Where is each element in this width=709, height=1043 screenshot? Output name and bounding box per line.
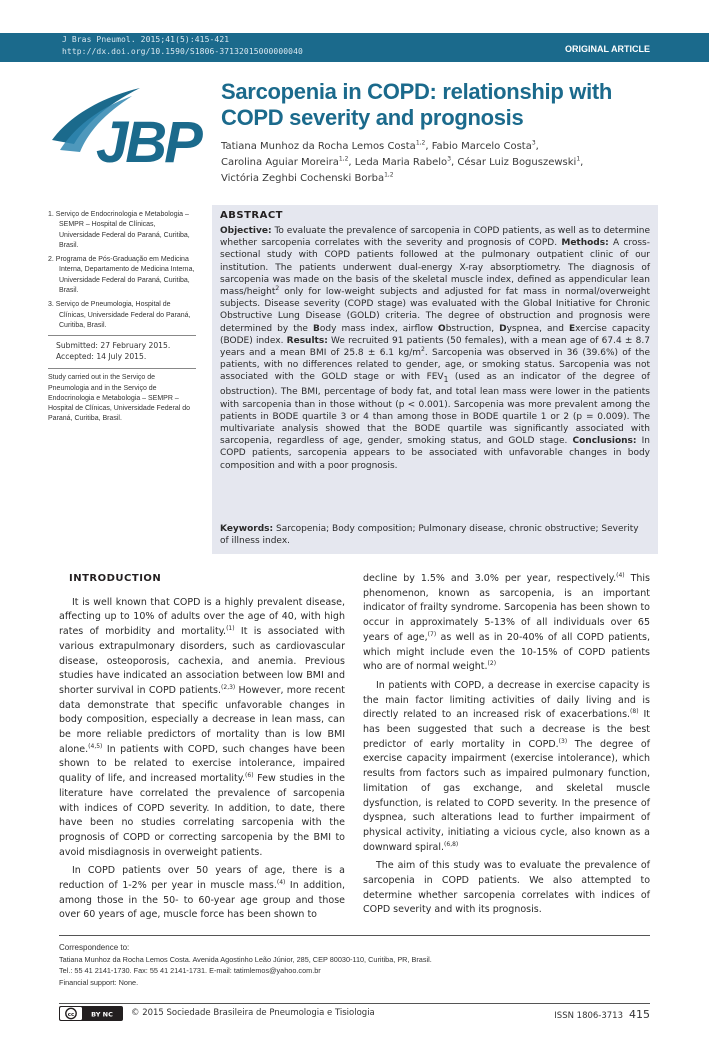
author: Victória Zeghbi Cochenski Borba$^{1,2}$ [221, 171, 394, 184]
abstract-box [212, 205, 658, 554]
keywords-label: Keywords: [220, 524, 274, 534]
article-title: Sarcopenia in COPD: relationship with COPD severity and prognosis [221, 79, 613, 130]
author: César Luiz Boguszewski$^1$, [457, 155, 584, 168]
paragraph: The aim of this study was to evaluate the prevalence of sarcopenia in COPD patients. We also attempted to determine whether sarcopenia correlates with indices of COPD severity and with its prognosis. [363, 860, 650, 916]
abstract-body: Objective: To evaluate the prevalence of sarcopenia in COPD patients, as well as to determine whether sarcopenia correlates with the severity and prognosis of COPD. Methods: A cross-sectional study with COPD patients followed at the pulmonary outpatient clinic of our institution. The patients underwent dual-energy X-ray absorptiometry. The diagnosis of sarcopenia was made on the basis of the skeletal muscle index, defined as appendicular lean mass/height$^2$ only for low-weight subjects and adjusted for fat mass in normal/overweight subjects. Disease severity (COPD stage) was evaluated with the Global Initiative for Chronic Obstructive Lung Disease (GOLD) criteria. The degree of obstruction and prognosis were determined by the Body mass index, airflow Obstruction, Dyspnea, and Exercise capacity (BODE) index. Results: We recruited 91 patients (50 females), with a mean age of 67.4 ± 8.7 years and a mean BMI of 25.8 ± 6.1 $kg/m^2$. Sarcopenia was observed in 36 (39.6%) of the patients, with no differences related to gender, age, or smoking status. Sarcopenia was not associated with the GOLD stage or with $FEV_1$ (used as an indicator of the degree of obstruction). The BMI, percentage of body fat, and total lean mass were lower in the patients with sarcopenia than in those without (p < 0.001). Sarcopenia was more prevalent among the patients in BODE quartile 3 or 4 than among those in BODE quartile 1 or 2 (p = 0.009). The multivariate analysis showed that the BODE quartile was significantly associated with sarcopenia, regardless of age, gender, smoking status, and GOLD stage. Conclusions: In COPD patients, sarcopenia appears to be associated with unfavorable changes in body composition and with a poor prognosis. [220, 226, 651, 471]
abstract-heading: ABSTRACT [220, 210, 283, 221]
journal-header-bar [0, 33, 709, 62]
correspondence-heading: Correspondence to: [59, 943, 130, 952]
jbp-logo [46, 70, 206, 182]
study-note: Study carried out in the Serviço de Pneumologia and in the Serviço de Endocrinologia e Metabologia – SEMPR – Hospital de Clínicas, Universidade Federal do Paraná, Curitiba, Brasil. [48, 374, 191, 423]
introduction-heading: INTRODUCTION [69, 573, 162, 584]
doi-link[interactable]: http://dx.doi.org/10.1590/S1806-37132015000000040 [62, 47, 303, 56]
page-number: 415 [629, 1008, 650, 1021]
submitted-date: Submitted: 27 February 2015. [56, 341, 171, 351]
issn-and-page [554, 1008, 650, 1021]
accepted-date: Accepted: 14 July 2015. [56, 352, 147, 362]
body-column-right [363, 572, 650, 922]
section-label: ORIGINAL ARTICLE [565, 44, 650, 54]
correspondence-block [59, 935, 650, 988]
journal-citation: J Bras Pneumol. 2015;41(5):415-421 [62, 35, 230, 44]
copyright: © 2015 Sociedade Brasileira de Pneumologia e Tisiologia [131, 1008, 375, 1018]
correspondence-address: Tatiana Munhoz da Rocha Lemos Costa. Avenida Agostinho Leão Júnior, 285, CEP 80030-110, Curitiba, PR, Brasil. [59, 954, 432, 964]
submission-dates [56, 340, 196, 362]
objective-text: To evaluate the prevalence of sarcopenia in COPD patients, as well as to determine whether sarcopenia correlates with the severity and prognosis of COPD. [220, 226, 650, 249]
affiliation: 1. Serviço de Endocrinologia e Metabologia – SEMPR – Hospital de Clínicas, Universidade Federal do Paraná, Curitiba, Brasil. [48, 211, 190, 249]
conclusions-label: Conclusions: [572, 436, 637, 447]
conclusions-text: In COPD patients, sarcopenia appears to be associated with unfavorable changes in body composition and with a poor prognosis. [220, 436, 650, 471]
paragraph: In patients with COPD, a decrease in exercise capacity is the main factor limiting activities of daily living and is directly related to an increased risk of exacerbations.$^{(8)}$ It has been suggested that such a decrease is the best predictor of early mortality in COPD.$^{(3)}$ The degree of exercise capacity impairment (exercise intolerance), which results from factors such as impaired pulmonary function, limitation of gas exchange, and skeletal muscle dysfunction, is related to COPD severity. In the presence of dyspnea, such alterations lead to further impairment of physical activity, initiating a vicious cycle, also known as a downward spiral.$^{(6,8)}$ [363, 679, 650, 853]
results-label: Results: [286, 335, 328, 346]
correspondence-contact: Tel.: 55 41 2141-1730. Fax: 55 41 2141-1731. E-mail: tatimlemos@yahoo.com.br [59, 966, 321, 975]
affiliation: 3. Serviço de Pneumologia, Hospital de Clínicas, Universidade Federal do Paraná, Curitiba, Brasil. [48, 301, 191, 329]
issn: ISSN 1806-3713 [554, 1011, 623, 1021]
objective-label: Objective: [220, 226, 272, 236]
author-list [221, 139, 651, 187]
creative-commons-badge [59, 1006, 123, 1021]
divider [48, 335, 196, 336]
svg-text:BY NC: BY NC [91, 1010, 113, 1019]
keywords [220, 523, 650, 547]
author: Fabio Marcelo Costa$^3$, [431, 139, 539, 152]
keywords-text: Sarcopenia; Body composition; Pulmonary disease, chronic obstructive; Severity of illness index. [220, 524, 639, 547]
methods-label: Methods: [561, 238, 609, 249]
author: Tatiana Munhoz da Rocha Lemos Costa$^{1,2}$, [221, 139, 432, 152]
affiliation: 2. Programa de Pós-Graduação em Medicina Interna, Departamento de Medicina Interna, Universidade Federal do Paraná, Curitiba, Brasil. [48, 256, 195, 295]
author: Carolina Aguiar Moreira$^{1,2}$, [221, 155, 355, 168]
paragraph: In COPD patients over 50 years of age, there is a reduction of 1-2% per year in muscle mass.$^{(4)}$ In addition, among those in the 50- to 60-year age group and those over 60 years of age, muscle force has been shown to [59, 865, 345, 921]
footer-divider [59, 1003, 650, 1004]
paragraph: It is well known that COPD is a highly prevalent disease, affecting up to 10% of adults over the age of 40, with high rates of morbidity and mortality.$^{(1)}$ It is associated with various extrapulmonary disorders, such as cardiovascular disease, osteoporosis, cachexia, and anemia. Previous studies have indicated an association between low BMI and shorter survival in COPD patients.$^{(2,3)}$ However, more recent data demonstrate that specific unfavorable changes in body composition, especially a decrease in lean mass, can be more reliable predictors of mortality than is low BMI alone.$^{(4,5)}$ In patients with COPD, such changes have been shown to be related to exercise intolerance, impaired quality of life, and increased mortality.$^{(6)}$ Few studies in the literature have correlated the prevalence of sarcopenia with indices of COPD severity. In addition, to date, there have been no studies correlating sarcopenia with the prognosis of COPD or correcting sarcopenia by the BMI to avoid misdiagnosis in overweight patients. [59, 596, 345, 858]
affiliations-sidebar [48, 210, 196, 425]
body-column-left [59, 572, 345, 927]
svg-text:cc: cc [67, 1012, 75, 1018]
divider [48, 368, 196, 369]
financial-support: Financial support: None. [59, 977, 139, 987]
author: Leda Maria Rabelo$^3$, [354, 155, 458, 168]
logo-text: JBP [96, 110, 200, 175]
paragraph: decline by 1.5% and 3.0% per year, respectively.$^{(4)}$ This phenomenon, known as sarcopenia, is an important indicator of frailty syndrome. Sarcopenia has been shown to occur in approximately 5-13% of all individuals over 65 years of age,$^{(7)}$ as well as in 20-40% of all COPD patients, which might include even the 10-15% of COPD patients who are of normal weight.$^{(2)}$ [363, 571, 650, 673]
